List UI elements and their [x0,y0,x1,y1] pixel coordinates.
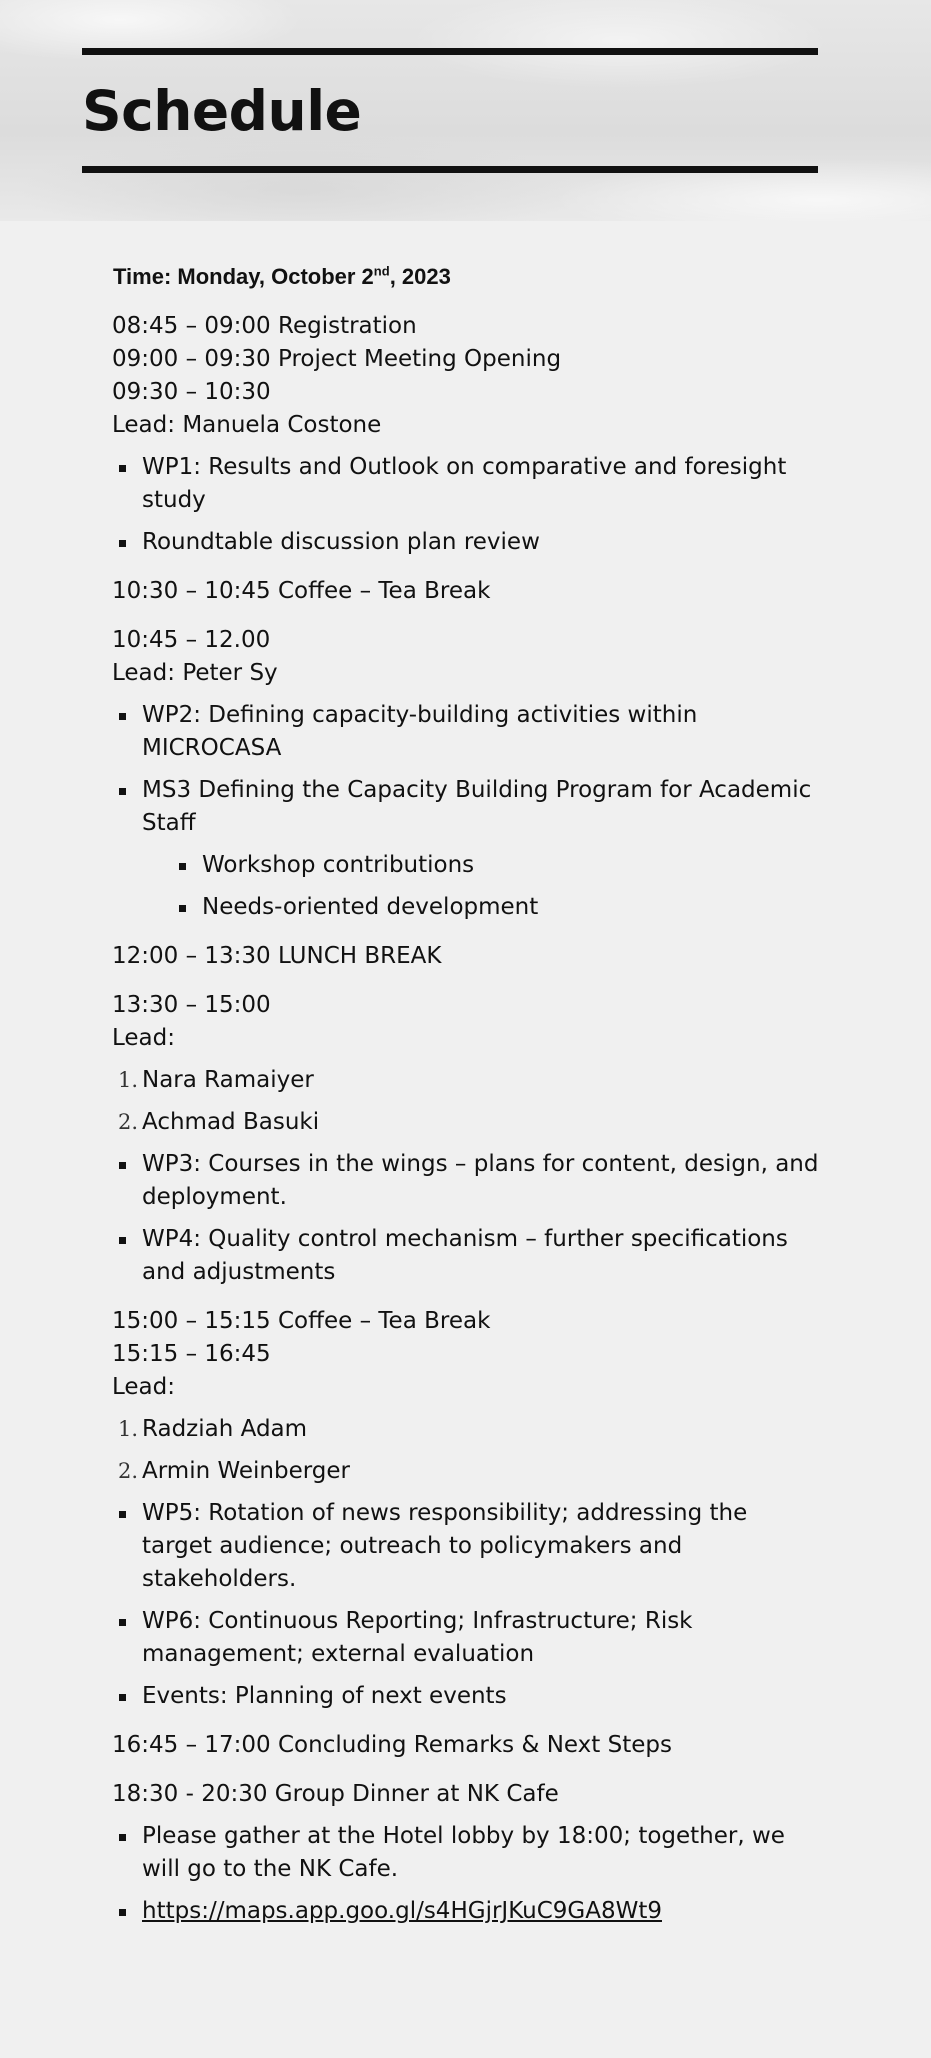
dinner-details [112,1820,822,1928]
list-item [112,1455,822,1488]
schedule-date [113,262,822,292]
list-number: 2. [118,1110,139,1134]
session3-lead: Lead: [112,1025,176,1051]
list-item-text: MS3 Defining the Capacity Building Program for Academic Staff [142,777,812,836]
session2-subtopics [142,849,822,924]
session3-topics [112,1148,822,1289]
list-item: WP1: Results and Outlook on comparative and foresight study [112,451,822,517]
session4-topics [112,1497,822,1713]
coffee-break-1: 10:30 – 10:45 Coffee – Tea Break [112,578,491,604]
lead-name: Radziah Adam [142,1416,308,1442]
list-item: WP4: Quality control mechanism – further specifications and adjustments [112,1223,822,1289]
opening-slot: 09:00 – 09:30 Project Meeting Opening [112,346,562,372]
lead-name: Nara Ramaiyer [142,1067,314,1093]
coffee-break-2: 15:00 – 15:15 Coffee – Tea Break [112,1308,491,1334]
list-item [112,1064,822,1097]
header-bottom-rule [82,166,818,173]
date-suffix: , 2023 [389,264,451,289]
list-item: WP2: Defining capacity-building activities within MICROCASA [112,699,822,765]
list-item [112,1106,822,1139]
date-ordinal: nd [373,263,390,279]
list-number: 2. [118,1459,139,1483]
list-item [112,1413,822,1446]
lunch-break: 12:00 – 13:30 LUNCH BREAK [112,943,442,969]
list-number: 1. [118,1417,139,1441]
session4-leads [112,1413,822,1488]
closing-slot: 16:45 – 17:00 Concluding Remarks & Next Steps [112,1732,672,1758]
session2-time: 10:45 – 12.00 [112,627,271,653]
registration-slot: 08:45 – 09:00 Registration [112,313,417,339]
list-item: Roundtable discussion plan review [112,526,822,559]
page-header [0,0,931,221]
list-item: WP5: Rotation of news responsibility; addressing the target audience; outreach to policymakers and stakeholders. [112,1497,822,1596]
header-top-rule [82,48,818,55]
lead-name: Achmad Basuki [142,1109,320,1135]
list-item: Needs-oriented development [172,891,822,924]
list-item: WP6: Continuous Reporting; Infrastructure; Risk management; external evaluation [112,1605,822,1671]
session3-leads [112,1064,822,1139]
lead-name: Armin Weinberger [142,1458,350,1484]
schedule-content [112,262,822,1944]
list-item: WP3: Courses in the wings – plans for content, design, and deployment. [112,1148,822,1214]
dinner-slot: 18:30 - 20:30 Group Dinner at NK Cafe [112,1781,559,1807]
session4-time: 15:15 – 16:45 [112,1341,271,1367]
session1-topics [112,451,822,559]
session1-lead: Lead: Manuela Costone [112,412,382,438]
page-title: Schedule [82,79,362,143]
session2-topics [112,699,822,924]
list-item: Workshop contributions [172,849,822,882]
list-item [112,774,822,924]
list-item [112,1895,822,1928]
dinner-map-link[interactable]: https://maps.app.goo.gl/s4HGjrJKuC9GA8Wt9 [142,1898,662,1924]
list-item: Please gather at the Hotel lobby by 18:00; together, we will go to the NK Cafe. [112,1820,822,1886]
session4-lead: Lead: [112,1374,176,1400]
list-item: Events: Planning of next events [112,1680,822,1713]
session1-time: 09:30 – 10:30 [112,379,271,405]
session2-lead: Lead: Peter Sy [112,660,278,686]
list-number: 1. [118,1068,139,1092]
session3-time: 13:30 – 15:00 [112,992,271,1018]
date-prefix: Time: Monday, October 2 [113,264,374,289]
